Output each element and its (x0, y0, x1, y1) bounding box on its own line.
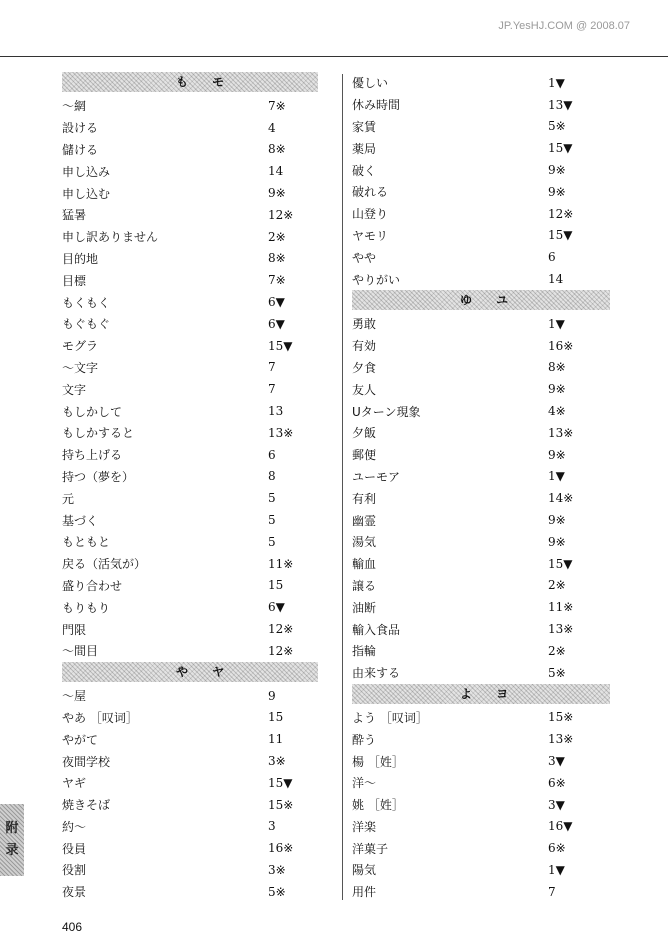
entry-lesson-number: 13▼ (548, 97, 573, 112)
entry-lesson-number: 9※ (548, 163, 566, 178)
entry-word: もしかすると (62, 426, 135, 441)
entry-word: 夜景 (62, 885, 87, 900)
index-entry (352, 531, 614, 553)
index-entry (352, 881, 614, 903)
entry-lesson-number: 8※ (268, 142, 286, 157)
index-entry (62, 160, 334, 182)
entry-word: 優しい (352, 76, 389, 91)
entry-lesson-number: 2※ (268, 229, 286, 244)
index-entry (62, 378, 334, 400)
entry-word: もしかして (62, 404, 123, 419)
entry-lesson-number: 1▼ (548, 862, 565, 877)
entry-word: 儲ける (62, 142, 99, 157)
index-entry (352, 225, 614, 247)
section-header-label: ゆ ユ (460, 292, 519, 307)
index-entry (62, 400, 334, 422)
entry-word: 役員 (62, 841, 87, 856)
entry-lesson-number: 16※ (268, 841, 294, 856)
entry-lesson-number: 12※ (268, 622, 294, 637)
index-entry (62, 248, 334, 270)
index-entry (352, 859, 614, 881)
index-entry (352, 159, 614, 181)
entry-word: もりもり (62, 600, 111, 615)
index-entry (62, 269, 334, 291)
entry-word: よう ［叹词］ (352, 710, 428, 725)
left-column (62, 72, 334, 903)
entry-lesson-number: 9※ (548, 534, 566, 549)
entry-lesson-number: 3 (268, 819, 276, 834)
index-entry (352, 335, 614, 357)
entry-lesson-number: 12※ (268, 643, 294, 658)
entry-lesson-number: 7※ (268, 98, 286, 113)
entry-lesson-number: 6※ (548, 841, 566, 856)
entry-word: 用件 (352, 885, 377, 900)
index-entry (352, 181, 614, 203)
entry-lesson-number: 14 (268, 164, 284, 179)
entry-word: 油断 (352, 600, 377, 615)
entry-word: ～間目 (62, 644, 99, 659)
entry-word: 設ける (62, 121, 99, 136)
entry-word: 猛暑 (62, 208, 87, 223)
entry-lesson-number: 3※ (268, 754, 286, 768)
entry-lesson-number: 5※ (268, 884, 286, 899)
entry-word: 焼きそば (62, 798, 111, 813)
index-entry (352, 837, 614, 859)
entry-lesson-number: 14※ (548, 491, 574, 506)
appendix-side-tab (0, 804, 24, 876)
entry-word: 輸血 (352, 557, 377, 572)
entry-lesson-number: 15 (268, 710, 284, 725)
entry-lesson-number: 6▼ (268, 600, 285, 615)
index-entry (62, 487, 334, 509)
index-entry (352, 137, 614, 159)
entry-word: 持ち上げる (62, 448, 123, 463)
entry-lesson-number: 8※ (548, 360, 566, 375)
index-entry (62, 794, 334, 816)
entry-word: 洋～ (352, 776, 377, 791)
index-entry (352, 268, 614, 290)
index-entry (352, 553, 614, 575)
index-entry (62, 444, 334, 466)
entry-word: 夜間学校 (62, 754, 111, 769)
index-entry (62, 837, 334, 859)
entry-lesson-number: 2※ (548, 578, 566, 593)
entry-lesson-number: 16▼ (548, 819, 573, 834)
entry-word: 戻る（活気が） (62, 557, 147, 572)
entry-lesson-number: 5※ (548, 119, 566, 134)
entry-lesson-number: 3※ (268, 862, 286, 877)
watermark-text: JP.YesHJ.COM @ 2008.07 (498, 20, 630, 32)
index-entry (62, 728, 334, 750)
index-entry (62, 139, 334, 161)
index-entry (62, 685, 334, 707)
index-entry (352, 94, 614, 116)
index-entry (62, 509, 334, 531)
entry-lesson-number: 12※ (548, 206, 574, 221)
entry-word: 酔う (352, 732, 377, 747)
entry-lesson-number: 13※ (268, 425, 294, 440)
entry-word: 洋菓子 (352, 841, 389, 856)
entry-lesson-number: 4※ (548, 404, 566, 419)
entry-word: 勇敢 (352, 317, 377, 332)
entry-word: 湯気 (352, 535, 377, 550)
entry-word: 盛り合わせ (62, 578, 123, 593)
entry-lesson-number: 11※ (268, 556, 294, 571)
index-entry (352, 357, 614, 379)
entry-word: ～網 (62, 99, 87, 114)
entry-lesson-number: 1▼ (548, 75, 565, 90)
entry-lesson-number: 13※ (548, 732, 574, 747)
entry-word: 指輪 (352, 644, 377, 659)
entry-lesson-number: 9※ (548, 447, 566, 462)
index-entry (352, 116, 614, 138)
entry-lesson-number: 13 (268, 404, 284, 419)
entry-word: もともと (62, 535, 111, 550)
entry-lesson-number: 3▼ (548, 754, 565, 768)
entry-lesson-number: 1▼ (548, 469, 565, 484)
index-entry (352, 816, 614, 838)
index-entry (352, 772, 614, 794)
index-entry (62, 575, 334, 597)
index-entry (352, 400, 614, 422)
index-entry (62, 881, 334, 903)
entry-lesson-number: 6▼ (268, 295, 285, 310)
entry-lesson-number: 6※ (548, 775, 566, 790)
entry-lesson-number: 15 (268, 578, 284, 593)
entry-word: 有利 (352, 491, 377, 506)
index-entry (352, 422, 614, 444)
index-entry (62, 357, 334, 379)
index-entry (352, 466, 614, 488)
entry-word: Uターン現象 (352, 404, 421, 419)
index-entry (62, 531, 334, 553)
entry-lesson-number: 8 (268, 469, 276, 484)
entry-word: 申し込み (62, 164, 111, 179)
index-entry (62, 291, 334, 313)
header-rule (0, 56, 668, 57)
index-entry (352, 72, 614, 94)
index-entry (62, 313, 334, 335)
index-entry (352, 618, 614, 640)
entry-word: 目標 (62, 273, 87, 288)
index-entry (352, 728, 614, 750)
index-entry (352, 487, 614, 509)
entry-word: やりがい (352, 272, 401, 287)
section-header (62, 72, 318, 92)
entry-lesson-number: 4 (268, 120, 276, 135)
entry-word: 姚 ［姓］ (352, 798, 404, 813)
section-header-label: も モ (176, 75, 235, 89)
entry-word: 夕飯 (352, 426, 377, 441)
index-entry (352, 509, 614, 531)
entry-lesson-number: 11 (268, 732, 284, 747)
page-number: 406 (62, 920, 83, 934)
entry-lesson-number: 15▼ (268, 338, 293, 353)
right-column (352, 72, 614, 903)
index-entry (62, 226, 334, 248)
entry-word: ヤモリ (352, 228, 389, 243)
entry-lesson-number: 15※ (548, 710, 574, 725)
index-entry (352, 662, 614, 684)
entry-word: 家賃 (352, 119, 377, 134)
section-header (352, 290, 610, 310)
entry-word: ユーモア (352, 469, 401, 484)
entry-word: 基づく (62, 513, 99, 528)
section-header-label: よ ヨ (460, 686, 519, 701)
entry-word: やあ ［叹词］ (62, 710, 138, 725)
index-entry (62, 816, 334, 838)
entry-lesson-number: 6 (268, 447, 276, 462)
entry-word: 破く (352, 163, 377, 178)
entry-word: 楊 ［姓］ (352, 754, 404, 769)
index-entry (352, 596, 614, 618)
entry-word: 夕食 (352, 360, 377, 375)
entry-lesson-number: 1▼ (548, 316, 565, 331)
index-entry (352, 444, 614, 466)
entry-word: 文字 (62, 382, 87, 397)
index-entry (62, 859, 334, 881)
entry-lesson-number: 8※ (268, 251, 286, 266)
index-entry (352, 707, 614, 729)
entry-word: 申し訳ありません (62, 230, 159, 245)
entry-lesson-number: 6▼ (268, 316, 285, 331)
entry-lesson-number: 7 (548, 884, 556, 899)
entry-lesson-number: 3▼ (548, 797, 565, 812)
entry-word: 輸入食品 (352, 622, 401, 637)
index-entry (62, 750, 334, 772)
entry-lesson-number: 7 (268, 382, 276, 397)
entry-lesson-number: 2※ (548, 643, 566, 658)
index-entry (62, 618, 334, 640)
index-entry (62, 182, 334, 204)
index-entry (62, 204, 334, 226)
index-entry (62, 640, 334, 662)
entry-word: モグラ (62, 339, 99, 354)
entry-lesson-number: 16※ (548, 338, 574, 353)
side-tab-char: 录 (5, 843, 19, 858)
entry-word: 破れる (352, 185, 389, 200)
index-entry (62, 422, 334, 444)
entry-lesson-number: 13※ (548, 622, 574, 637)
entry-word: 陽気 (352, 863, 377, 878)
entry-word: 休み時間 (352, 98, 401, 113)
entry-lesson-number: 7 (268, 360, 276, 375)
index-entry (352, 640, 614, 662)
index-entry (62, 772, 334, 794)
index-entry (352, 246, 614, 268)
entry-word: ～屋 (62, 689, 87, 704)
entry-word: 約～ (62, 819, 87, 834)
entry-lesson-number: 15▼ (548, 228, 573, 243)
entry-word: 譲る (352, 578, 377, 593)
index-entry (352, 794, 614, 816)
entry-lesson-number: 15▼ (548, 556, 573, 571)
entry-lesson-number: 9※ (548, 184, 566, 199)
index-entry (62, 596, 334, 618)
entry-lesson-number: 5※ (548, 665, 566, 680)
entry-word: 役割 (62, 863, 87, 878)
entry-word: 薬局 (352, 141, 377, 156)
entry-lesson-number: 5 (268, 513, 276, 528)
index-entry (62, 466, 334, 488)
entry-lesson-number: 15※ (268, 797, 294, 812)
entry-lesson-number: 15▼ (268, 775, 293, 790)
entry-lesson-number: 9※ (268, 186, 286, 201)
entry-word: 郵便 (352, 448, 377, 463)
index-entry (62, 707, 334, 729)
side-tab-char: 附 (5, 821, 19, 836)
entry-word: 幽霊 (352, 513, 377, 528)
entry-lesson-number: 5 (268, 534, 276, 549)
entry-word: やや (352, 250, 377, 265)
entry-word: 申し込む (62, 186, 111, 201)
entry-word: もぐもぐ (62, 317, 111, 332)
entry-lesson-number: 6 (548, 250, 556, 265)
index-entry (352, 750, 614, 772)
entry-word: 持つ（夢を） (62, 469, 135, 484)
section-header-label: や ヤ (176, 664, 235, 679)
index-entry (62, 95, 334, 117)
entry-word: 目的地 (62, 251, 99, 266)
entry-lesson-number: 9 (268, 688, 276, 703)
entry-word: 有効 (352, 339, 377, 354)
section-header (352, 684, 610, 704)
entry-word: ヤギ (62, 776, 87, 791)
entry-word: 友人 (352, 382, 377, 397)
index-entry (352, 378, 614, 400)
column-divider (342, 74, 343, 900)
index-entry (352, 203, 614, 225)
index-entry (352, 313, 614, 335)
entry-word: ～文字 (62, 360, 99, 375)
entry-word: 山登り (352, 207, 389, 222)
entry-lesson-number: 13※ (548, 425, 574, 440)
entry-word: 洋楽 (352, 819, 377, 834)
entry-word: 元 (62, 491, 75, 506)
entry-lesson-number: 12※ (268, 207, 294, 222)
section-header (62, 662, 318, 682)
entry-lesson-number: 15▼ (548, 141, 573, 156)
entry-lesson-number: 7※ (268, 273, 286, 288)
index-entry (62, 553, 334, 575)
entry-word: もくもく (62, 295, 111, 310)
index-entry (352, 575, 614, 597)
index-entry (62, 335, 334, 357)
entry-lesson-number: 14 (548, 272, 564, 287)
entry-word: 由来する (352, 666, 401, 681)
entry-lesson-number: 9※ (548, 382, 566, 397)
entry-lesson-number: 5 (268, 491, 276, 506)
entry-lesson-number: 11※ (548, 600, 574, 615)
entry-word: 門限 (62, 622, 87, 637)
index-entry (62, 117, 334, 139)
entry-lesson-number: 9※ (548, 513, 566, 528)
entry-word: やがて (62, 732, 99, 747)
